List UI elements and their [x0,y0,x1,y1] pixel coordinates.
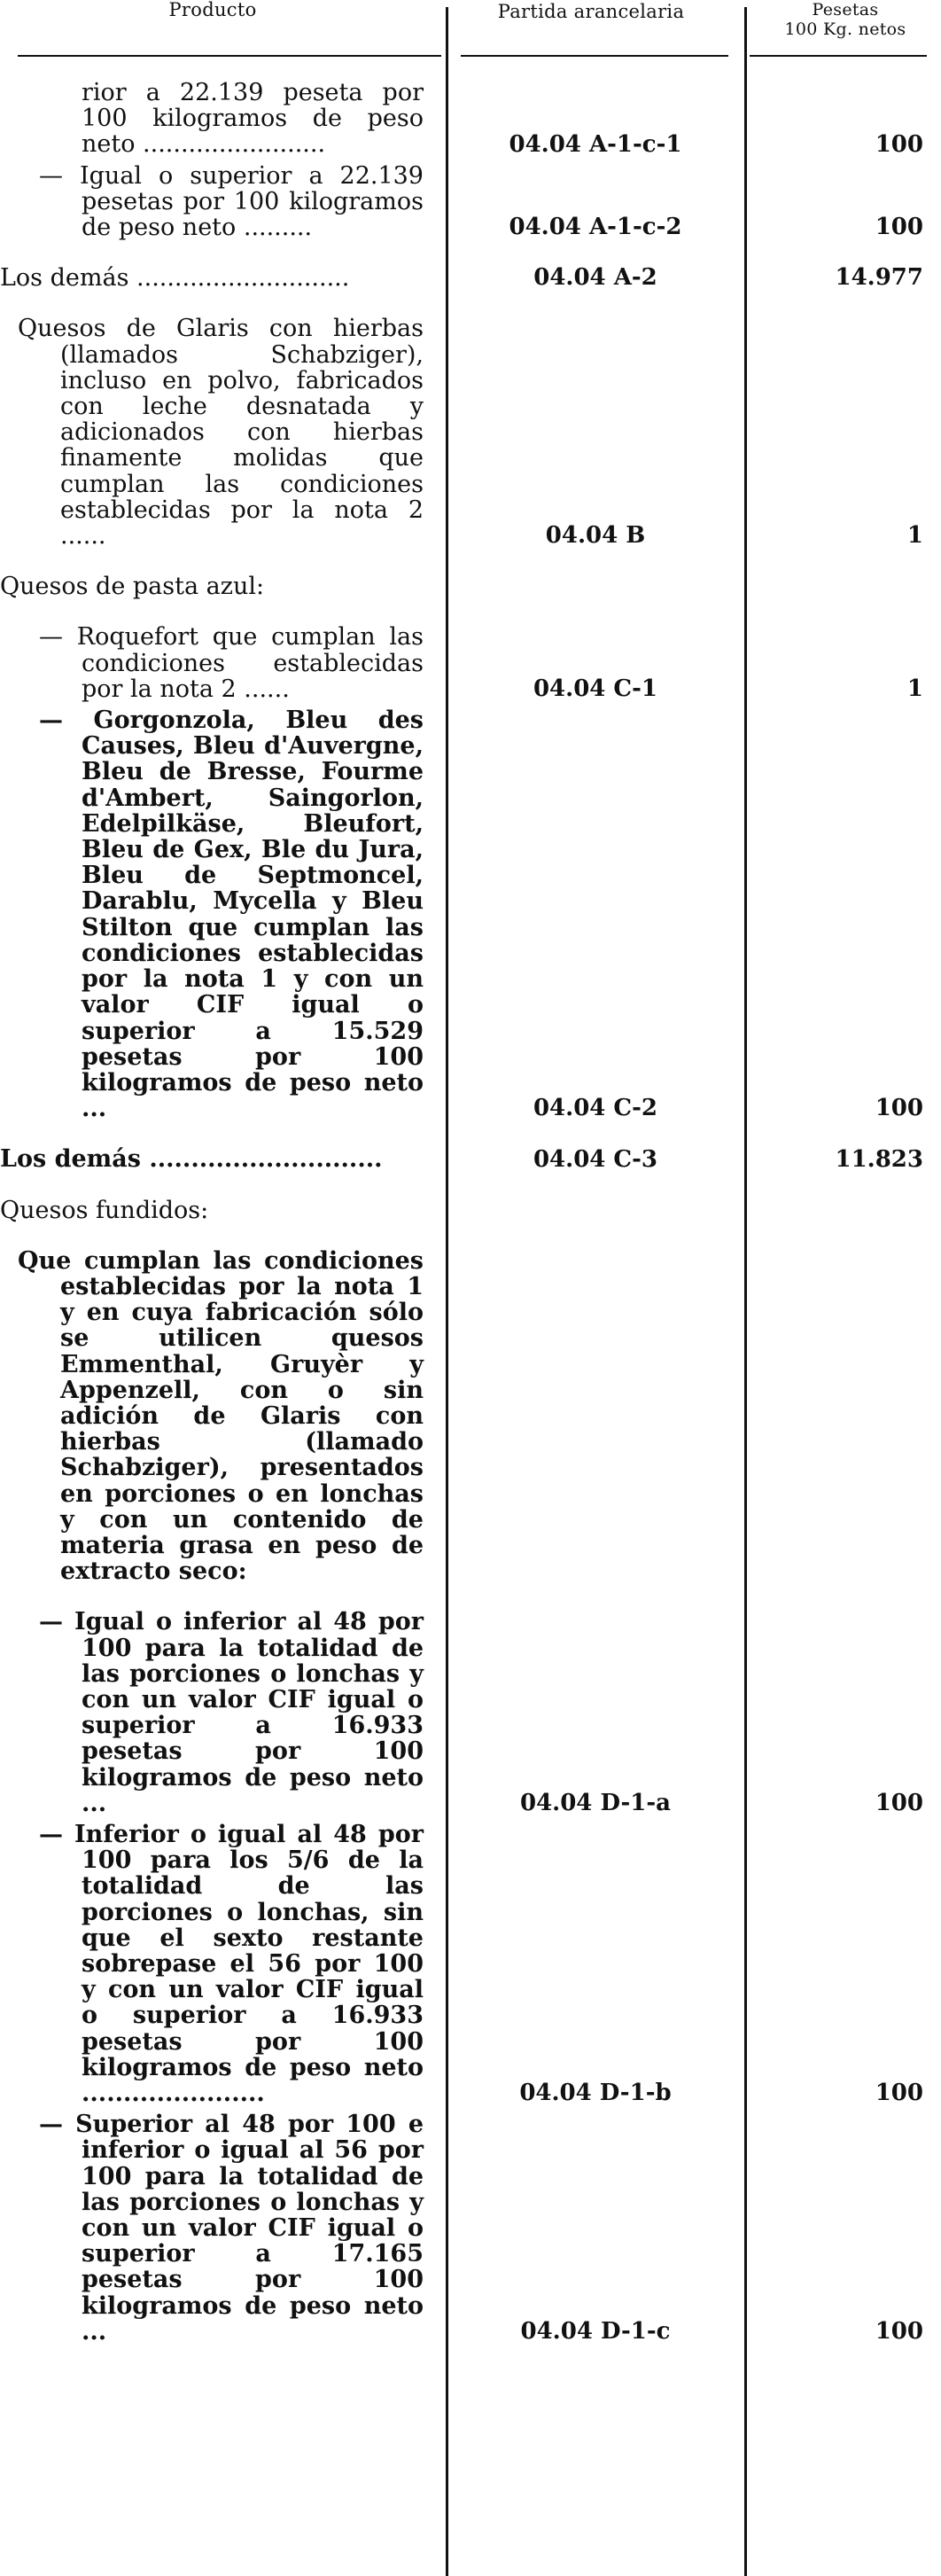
row-text: — Superior al 48 por 100 e inferior o igual al 56 por 100 para la totalidad de las porciones o lonchas y con un valor CIF igual o superior a 17.165 pesetas por 100 kilogramos de peso neto ... [39,2111,424,2346]
row-code: 04.04 C-2 [533,1095,658,1122]
table-row [0,265,941,291]
row-value: 100 [875,130,923,158]
row-text: — Igual o superior a 22.139 pesetas por 100 kilogramos de peso neto ......... [39,161,424,242]
table-row [0,316,941,549]
header-producto: Producto [168,0,257,20]
row-text: Quesos fundidos: [0,1196,209,1224]
section-heading [0,1198,941,1223]
table-row [0,163,941,241]
header-rule [18,55,441,57]
row-text: — Igual o inferior al 48 por 100 para la totalidad de las porciones o lonchas y con un valor CIF igual o superior a 16.933 pesetas por 100 kilogramos de peso neto ... [39,1608,424,1817]
row-code: 04.04 A-1-c-1 [509,130,682,158]
row-code: 04.04 C-1 [533,675,658,703]
row-value: 100 [875,1095,923,1122]
table-body [0,80,941,2350]
table-row [0,1609,941,1816]
header-pesetas-line1: Pesetas [812,0,879,20]
row-text: Que cumplan las condiciones establecidas por la nota 1 y en cuya fabricación sólo se utilicen quesos Emmenthal, Gruyèr y Appenzell, con o sin adición de Glaris con hierbas (llamado Schabziger), presentados en porciones o en lonchas y con un contenido de materia grasa en peso de extracto seco: [18,1246,424,1586]
row-code: 04.04 B [545,522,646,550]
table-row [0,80,941,158]
row-code: 04.04 D-1-c [520,2318,671,2346]
table-row [0,707,941,1121]
row-value: 100 [875,2318,923,2346]
header-rule [750,55,927,57]
row-text: Los demás ............................ [0,1145,383,1174]
header-partida: Partida arancelaria [497,1,685,22]
row-code: 04.04 C-3 [533,1145,658,1173]
table-header [0,0,941,64]
row-code: 04.04 A-2 [533,264,657,292]
row-value: 100 [875,1789,923,1816]
table-row [0,2112,941,2345]
row-value: 11.823 [835,1145,923,1173]
row-value: 1 [906,675,923,703]
header-rule [461,55,728,57]
row-text: rior a 22.139 peseta por 100 kilogramos de peso neto ........................ [82,79,424,159]
section-heading [0,574,941,599]
header-pesetas-line2: 100 Kg. netos [784,20,906,39]
row-value: 1 [906,522,923,550]
row-text: Quesos de pasta azul: [0,573,265,601]
row-code: 04.04 A-1-c-2 [509,214,682,241]
table-row [0,1822,941,2106]
row-code: 04.04 D-1-a [519,1789,671,1816]
row-value: 100 [875,214,923,241]
row-text: — Gorgonzola, Bleu des Causes, Bleu d'Auvergne, Bleu de Bresse, Fourme d'Ambert, Saingorlon, Edelpilkäse, Bleufort, Bleu de Gex, Ble du Jura, Bleu de Septmoncel, Darablu, Mycella y Bleu Stilton que cumplan las condiciones establecidas por la nota 1 y con un valor CIF igual o superior a 15.529 pesetas por 100 kilogramos de peso neto ... [39,706,424,1123]
row-code: 04.04 D-1-b [519,2080,672,2107]
row-text: Los demás ............................ [0,264,350,293]
row-text: Quesos de Glaris con hierbas (llamados Schabziger), incluso en polvo, fabricados con leche desnatada y adicionados con hierbas finamente molidas que cumplan las condiciones establecidas por la nota 2 ...... [18,315,424,550]
row-text: — Roquefort que cumplan las condiciones establecidas por la nota 2 ...... [39,623,424,703]
table-row [0,624,941,702]
table-row [0,1248,941,1585]
table-row [0,1146,941,1172]
row-text: — Inferior o igual al 48 por 100 para los 5/6 de la totalidad de las porciones o lonchas, sin que el sexto restante sobrepase el 56 por 100 y con un valor CIF igual o superior a 16.933 pesetas por 100 kilogramos de peso neto ...................... [39,1820,424,2108]
row-value: 100 [875,2080,923,2107]
header-pesetas [750,0,941,39]
row-value: 14.977 [835,264,923,292]
